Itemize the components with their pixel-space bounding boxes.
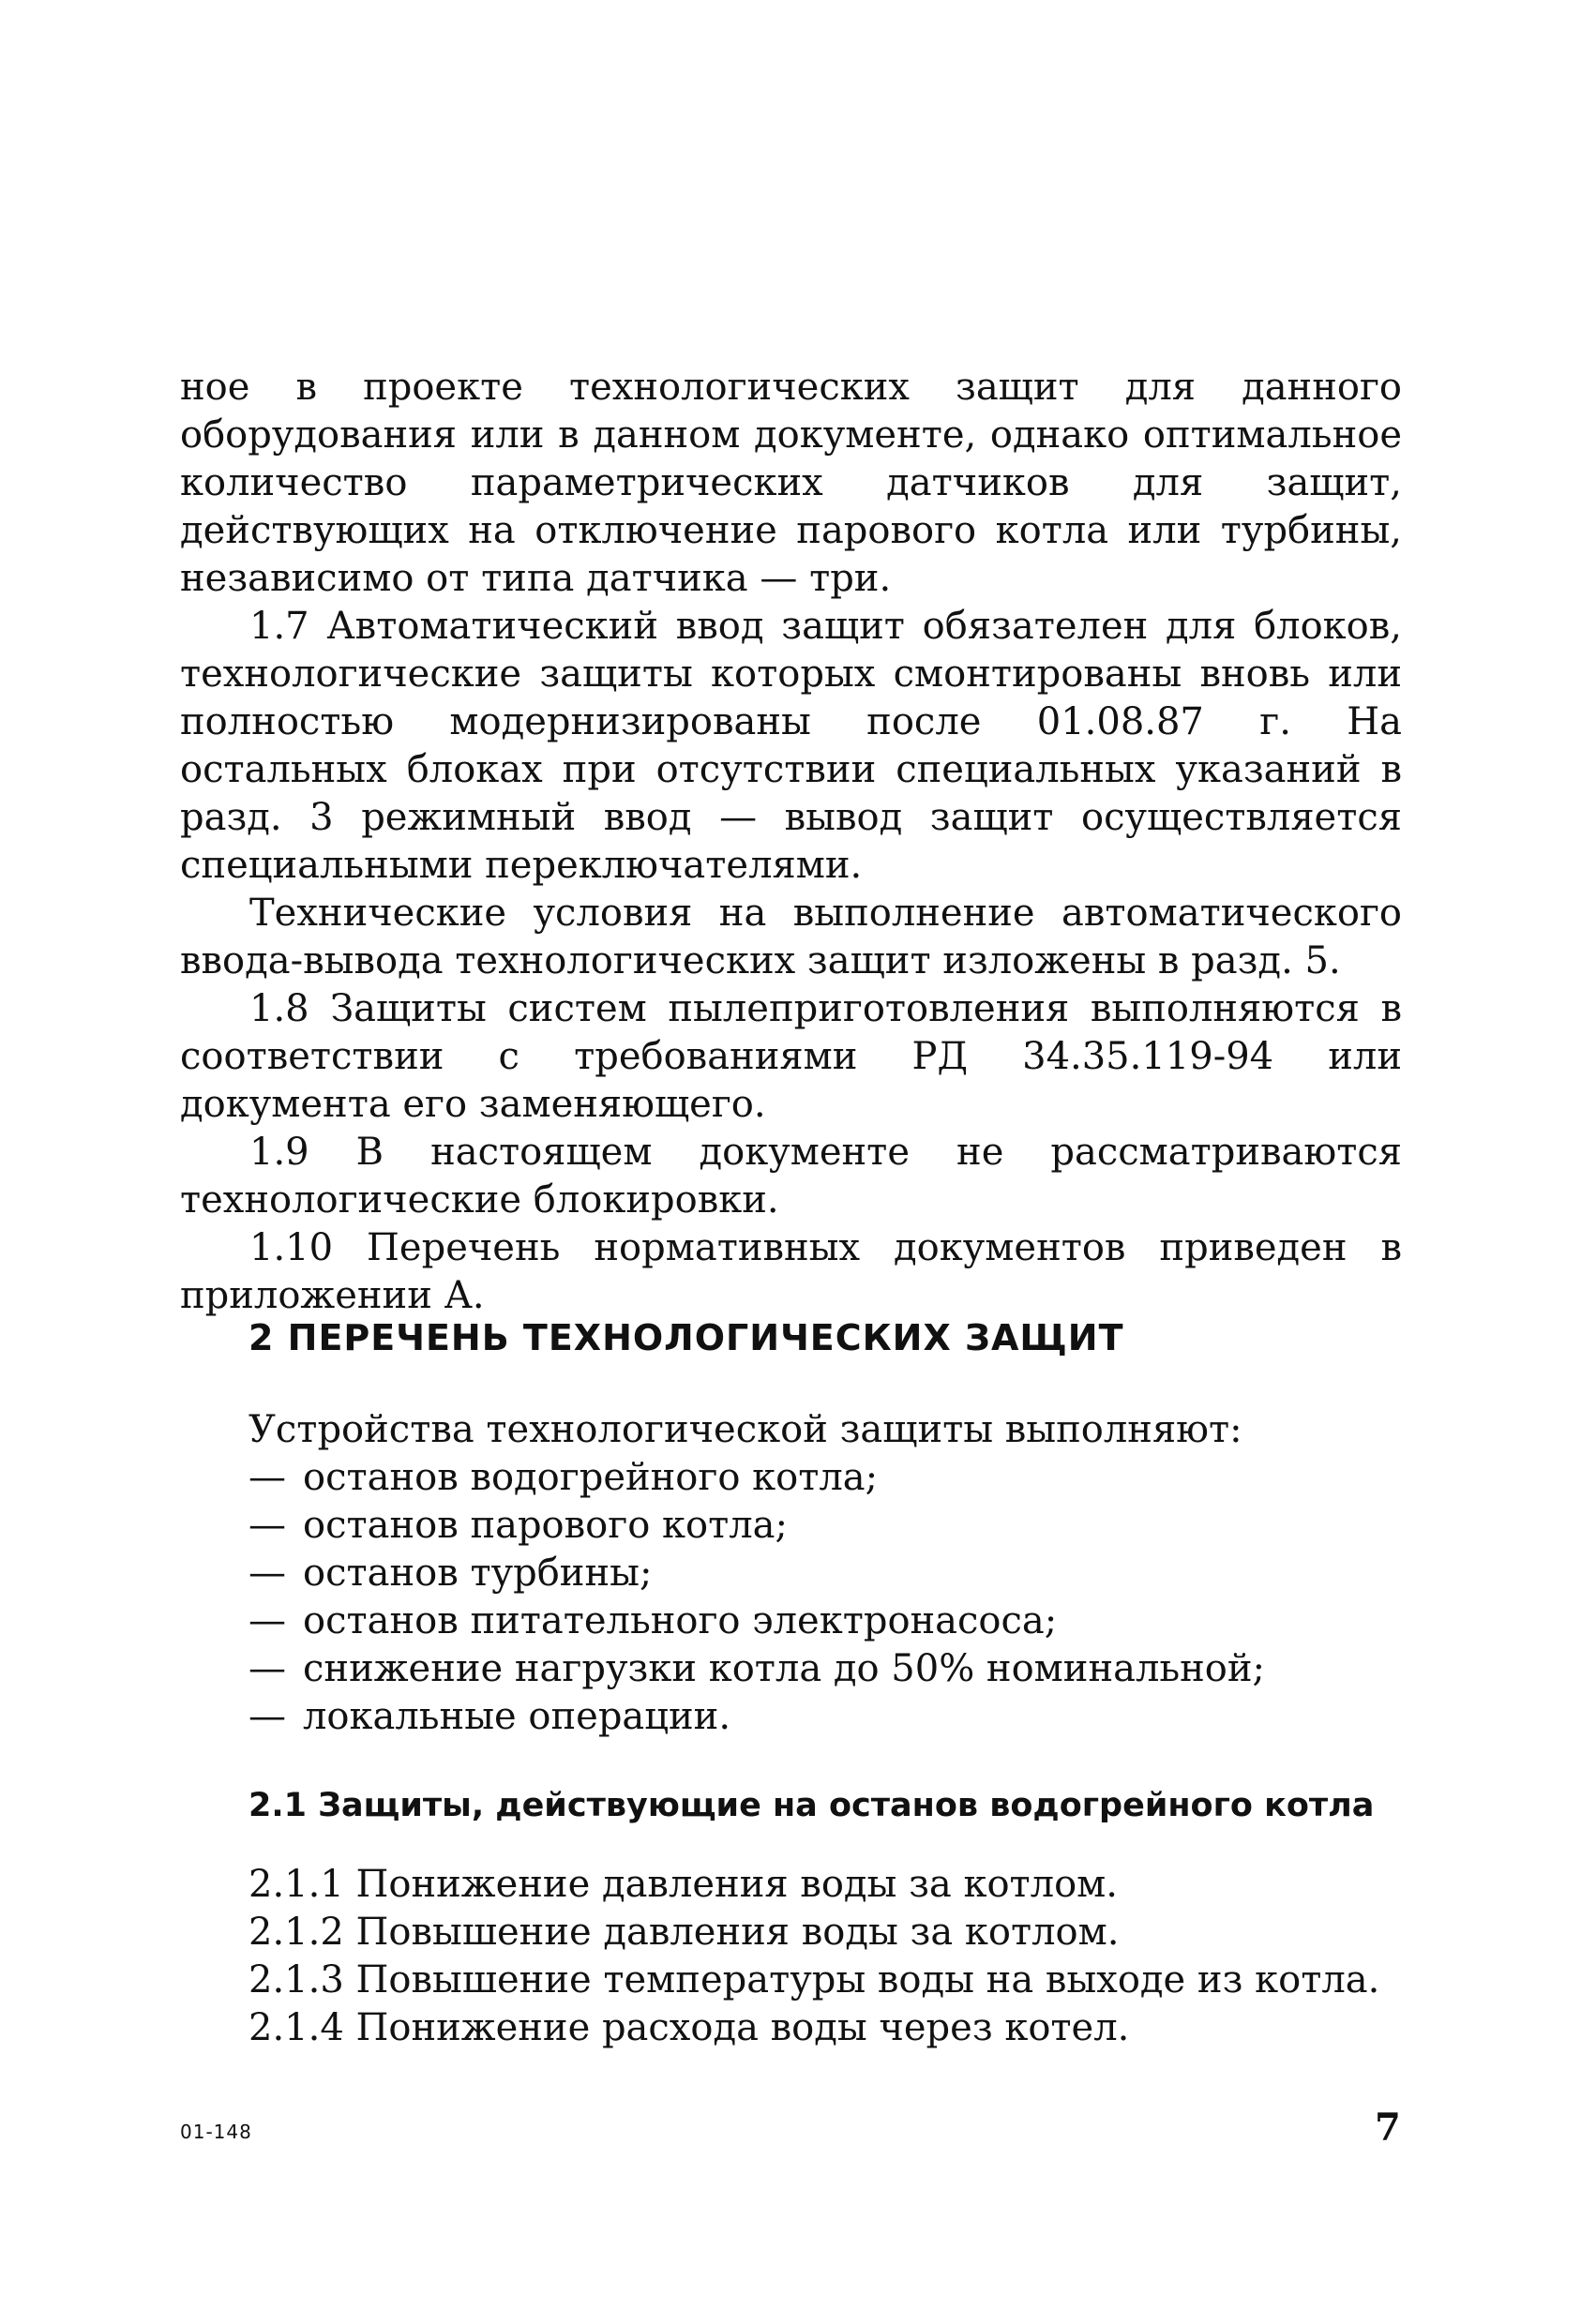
section-2-heading: 2 ПЕРЕЧЕНЬ ТЕХНОЛОГИЧЕСКИХ ЗАЩИТ	[248, 1317, 1124, 1358]
document-code: 01-148	[180, 2121, 252, 2143]
dash-bullet: —	[248, 1552, 286, 1595]
list-item-text: останов питательного электронасоса;	[303, 1599, 1058, 1642]
dash-bullet: —	[248, 1456, 286, 1499]
paragraph-1-9: 1.9 В настоящем документе не рассматриваются технологические блокировки.	[180, 1131, 1402, 1222]
dash-bullet: —	[248, 1599, 286, 1642]
list-item-text: локальные операции.	[303, 1695, 731, 1738]
dash-bullet: —	[248, 1504, 286, 1547]
list-item	[248, 1502, 1411, 1550]
list-item-text: останов турбины;	[303, 1552, 653, 1595]
list-item-text: останов водогрейного котла;	[303, 1456, 879, 1499]
list-item: 2.1.2 Повышение давления воды за котлом.	[248, 1911, 1120, 1954]
dash-bullet: —	[248, 1647, 286, 1690]
water-boiler-protections-list	[248, 1861, 1411, 2052]
list-item-text: снижение нагрузки котла до 50% номинальной;	[303, 1647, 1266, 1690]
list-item	[248, 1597, 1411, 1645]
list-item: 2.1.3 Повышение температуры воды на выходе из котла.	[248, 1958, 1380, 2002]
list-item	[248, 1693, 1411, 1741]
list-intro: Устройства технологической защиты выполняют:	[248, 1408, 1242, 1451]
dash-bullet: —	[248, 1695, 286, 1738]
list-item	[248, 1454, 1411, 1502]
list-item-text: останов парового котла;	[303, 1504, 788, 1547]
protection-functions-list	[248, 1406, 1411, 1741]
page-number: 7	[1375, 2106, 1401, 2150]
paragraph-1-8: 1.8 Защиты систем пылеприготовления выполняются в соответствии с требованиями РД 34.35.119-94 или документа его заменяющего.	[180, 987, 1402, 1126]
list-item: 2.1.4 Понижение расхода воды через котел.	[248, 2006, 1130, 2049]
body-text	[180, 364, 1402, 1320]
list-item	[248, 1550, 1411, 1597]
paragraph-technical-conditions: Технические условия на выполнение автоматического ввода-вывода технологических защит изложены в разд. 5.	[180, 892, 1402, 982]
section-2-1-heading: 2.1 Защиты, действующие на останов водогрейного котла	[248, 1787, 1375, 1824]
paragraph-1-10: 1.10 Перечень нормативных документов приведен в приложении А.	[180, 1226, 1402, 1317]
paragraph-1-7: 1.7 Автоматический ввод защит обязателен для блоков, технологические защиты которых смонтированы вновь или полностью модернизированы после 01.08.87 г. На остальных блоках при отсутствии специальных указаний в разд. 3 режимный ввод — вывод защит осуществляется специальными переключателями.	[180, 605, 1402, 887]
list-item	[248, 1645, 1411, 1693]
paragraph-continuation: ное в проекте технологических защит для данного оборудования или в данном документе, однако оптимальное количество параметрических датчиков для защит, действующих на отключение парового котла или турбины, независимо от типа датчика — три.	[180, 366, 1402, 600]
list-item: 2.1.1 Понижение давления воды за котлом.	[248, 1863, 1118, 1906]
